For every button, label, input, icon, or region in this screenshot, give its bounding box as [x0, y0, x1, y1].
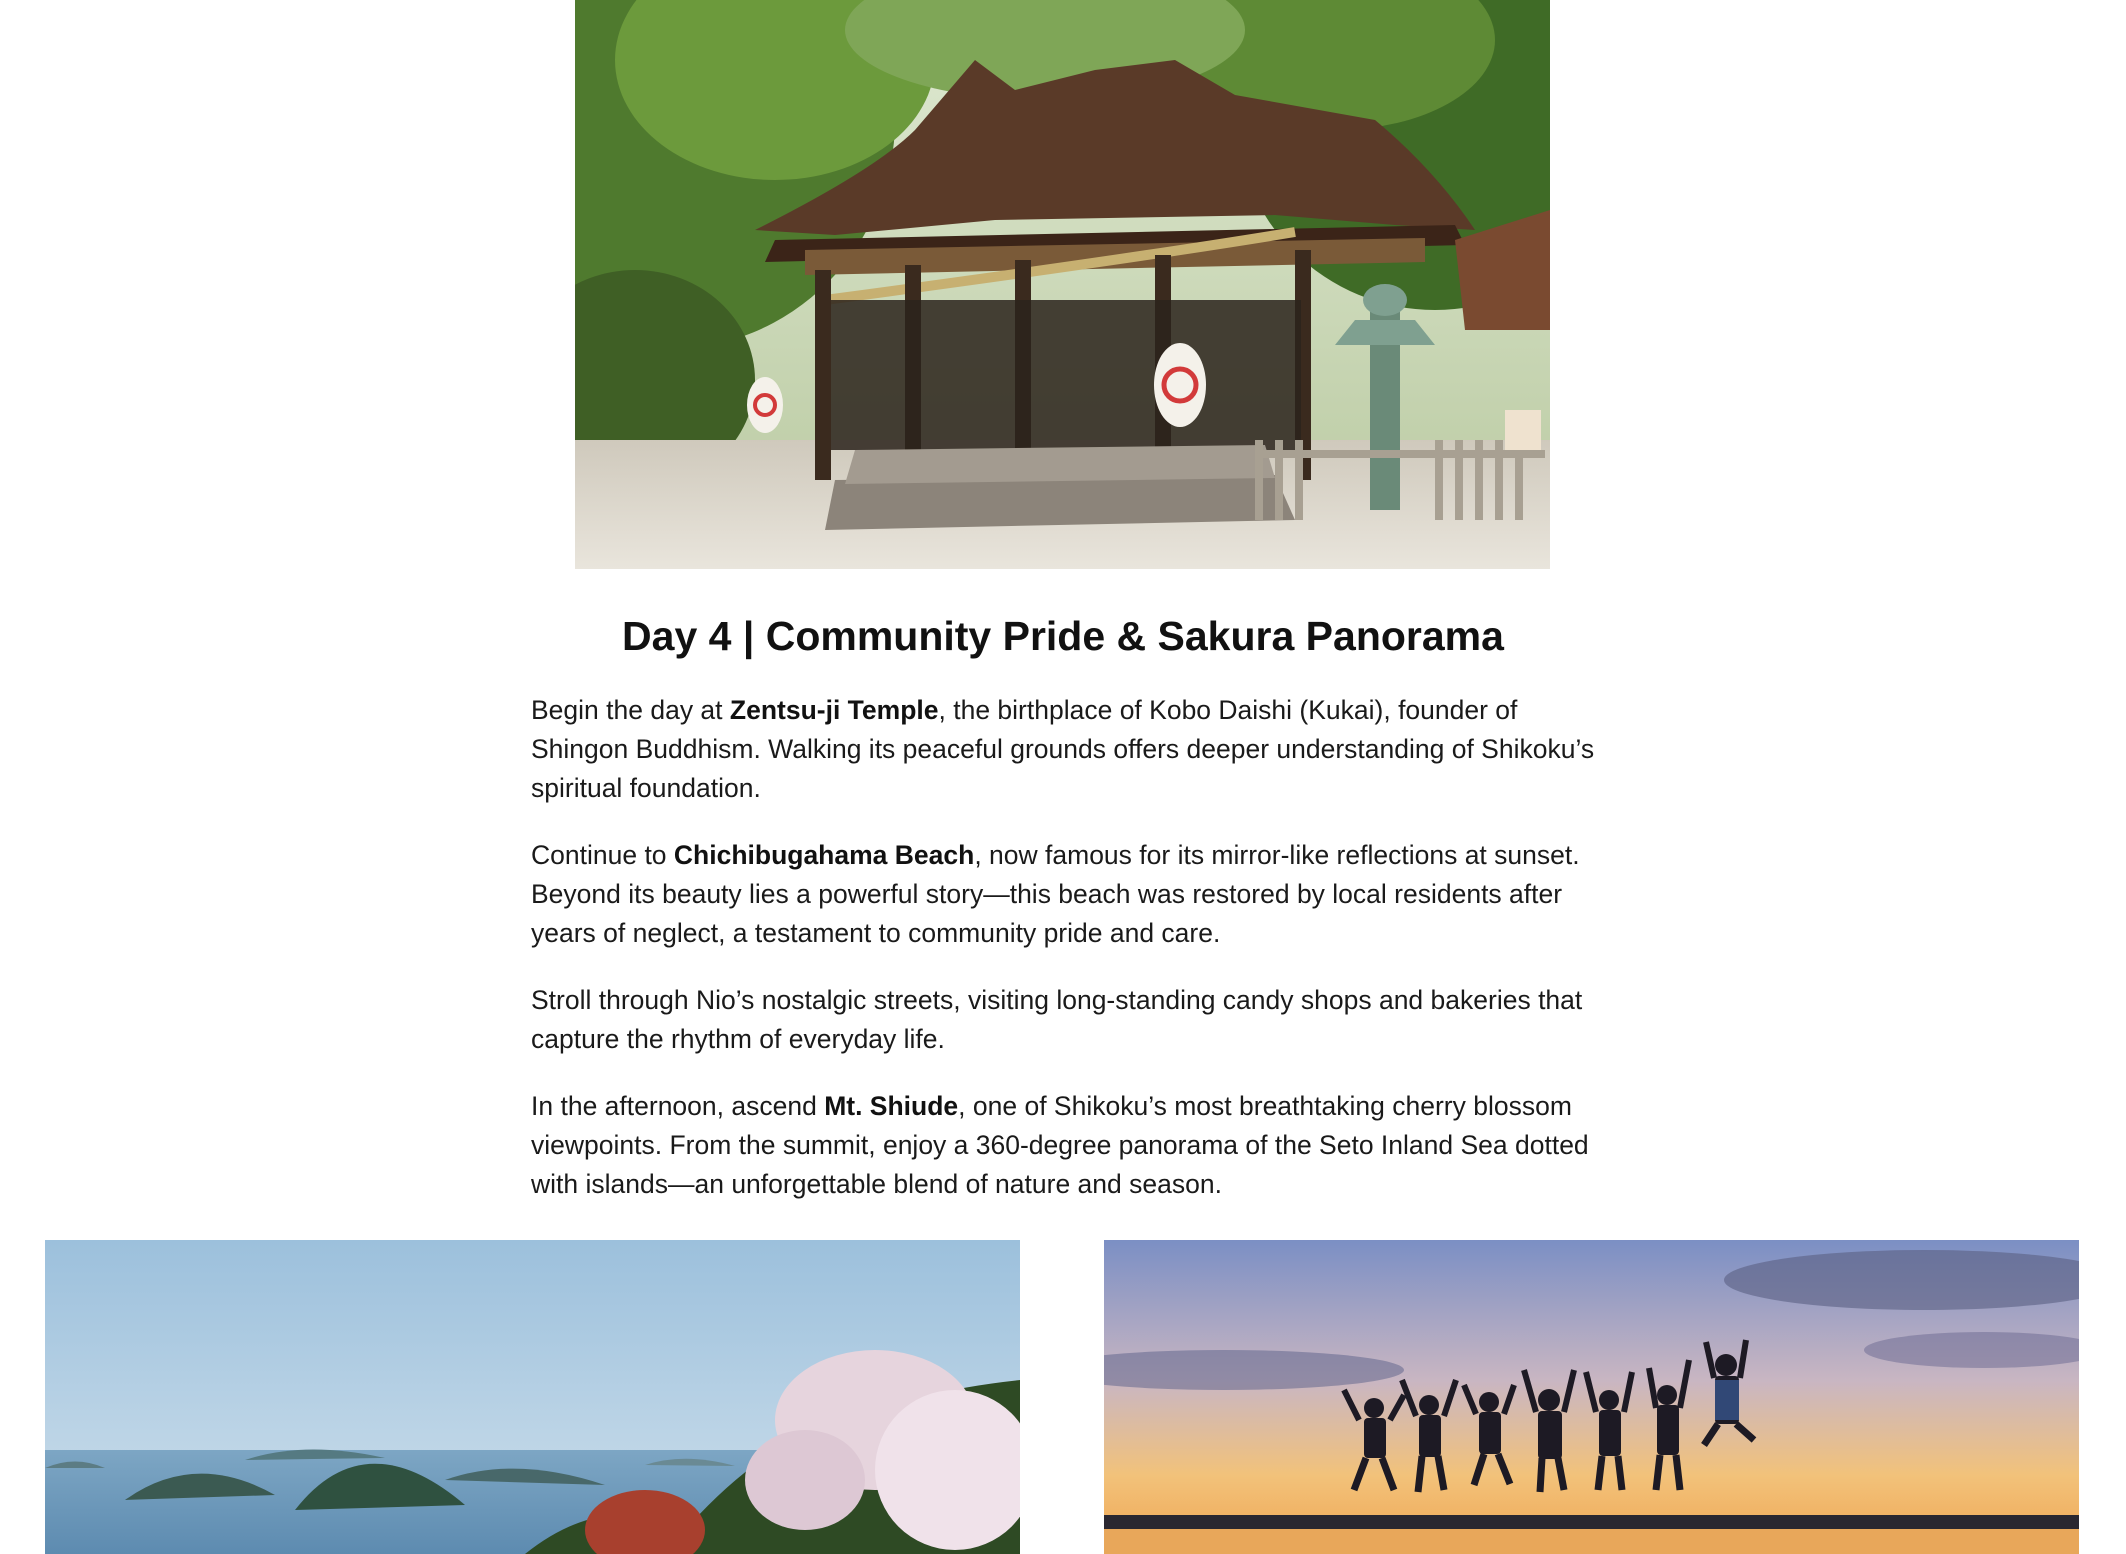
temple-illustration [575, 0, 1550, 569]
paragraph-text: , the birthplace of Kobo Daishi (Kukai), founder of Shingon Buddhism. Walking its peaceful grounds offers deeper understanding of Shikoku’s spiritual foundation. [531, 695, 1595, 803]
sunset-jump-illustration [1104, 1240, 2079, 1554]
paragraph-text: Stroll through Nio’s nostalgic streets, visiting long-standing candy shops and bakeries that capture the rhythm of everyday life. [531, 985, 1583, 1054]
paragraph-text: In the afternoon, ascend [531, 1091, 825, 1121]
sea-islands-illustration [45, 1240, 1020, 1554]
day-section-body [531, 691, 1606, 1232]
place-name-chichibugahama-beach: Chichibugahama Beach [673, 840, 975, 870]
paragraph-text: Continue to [531, 840, 674, 870]
paragraph-mt-shiude [531, 1087, 1606, 1204]
place-name-mt-shiude: Mt. Shiude [824, 1091, 959, 1121]
paragraph-text: Begin the day at [531, 695, 730, 725]
paragraph-nio-streets [531, 981, 1606, 1059]
paragraph-text: , now famous for its mirror-like reflections at sunset. Beyond its beauty lies a powerful story—this beach was restored by local residents after years of neglect, a testament to community pride and care. [531, 840, 1580, 948]
paragraph-text: , one of Shikoku’s most breathtaking cherry blossom viewpoints. From the summit, enjoy a 360-degree panorama of the Seto Inland Sea dotted with islands—an unforgettable blend of nature and season. [531, 1091, 1589, 1199]
mt-shiude-panorama-photo [45, 1240, 1020, 1554]
paragraph-zentsuji [531, 691, 1606, 808]
place-name-zentsuji-temple: Zentsu-ji Temple [729, 695, 939, 725]
zentsuji-temple-photo [575, 0, 1550, 569]
paragraph-chichibugahama [531, 836, 1606, 953]
chichibugahama-sunset-photo [1104, 1240, 2079, 1554]
day-section-title: Day 4 | Community Pride & Sakura Panorama [622, 613, 1504, 659]
